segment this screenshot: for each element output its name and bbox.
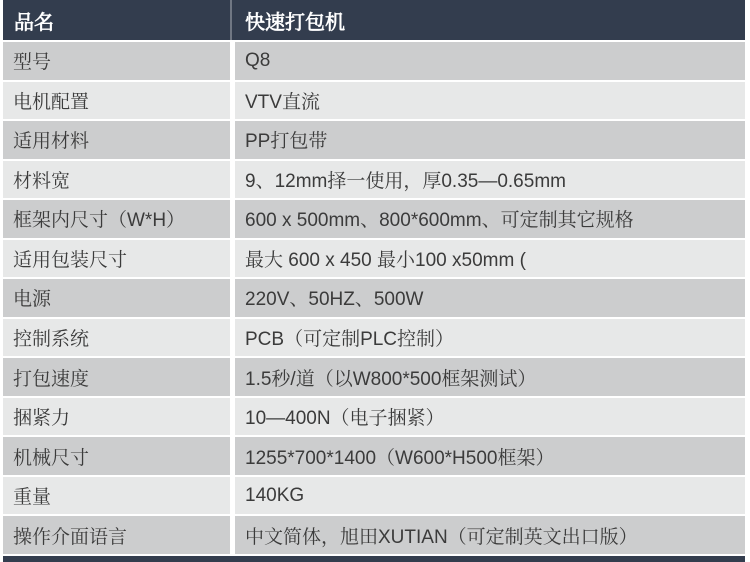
spec-row-power xyxy=(3,279,745,317)
spec-row-tension xyxy=(3,398,745,436)
spec-label-cell: 机械尺寸 xyxy=(3,437,230,475)
header-product-label: 品名 xyxy=(14,11,54,34)
spec-value-cell: Q8 xyxy=(235,42,745,80)
spec-label-cell: 适用包装尺寸 xyxy=(3,240,230,278)
spec-row-motor xyxy=(3,82,745,120)
spec-label-cell: 材料宽 xyxy=(3,161,230,199)
spec-value-cell: 1.5秒/道（以W800*500框架测试） xyxy=(235,358,745,396)
spec-row-machine-size xyxy=(3,437,745,475)
spec-value-cell: 220V、50HZ、500W xyxy=(235,279,745,317)
spec-value-cell: VTV直流 xyxy=(235,82,745,120)
spec-row-weight xyxy=(3,477,745,515)
spec-label-cell: 电机配置 xyxy=(3,82,230,120)
spec-row-package-size xyxy=(3,240,745,278)
spec-label-cell: 型号 xyxy=(3,42,230,80)
spec-value-cell: PP打包带 xyxy=(235,121,745,159)
spec-row-ui-language xyxy=(3,516,745,554)
spec-label-cell: 捆紧力 xyxy=(3,398,230,436)
spec-value-cell: 10—400N（电子捆紧） xyxy=(235,398,745,436)
spec-value-cell: 中文简体，旭田XUTIAN（可定制英文出口版） xyxy=(235,516,745,554)
spec-label-cell: 重量 xyxy=(3,477,230,515)
spec-value-cell: 1255*700*1400（W600*H500框架） xyxy=(235,437,745,475)
spec-label-cell: 控制系统 xyxy=(3,319,230,357)
spec-value-cell: 140KG xyxy=(235,477,745,515)
spec-row-material-width xyxy=(3,161,745,199)
spec-label-cell: 操作介面语言 xyxy=(3,516,230,554)
product-spec-table xyxy=(3,0,745,562)
spec-row-material xyxy=(3,121,745,159)
spec-value-cell: 9、12mm择一使用，厚0.35—0.65mm xyxy=(235,161,745,199)
spec-label-cell: 电源 xyxy=(3,279,230,317)
spec-row-strapping-speed xyxy=(3,358,745,396)
spec-value-cell: PCB（可定制PLC控制） xyxy=(235,319,745,357)
table-header-row xyxy=(3,0,745,40)
spec-row-model xyxy=(3,42,745,80)
table-bottom-border xyxy=(3,556,745,562)
spec-value-cell: 600 x 500mm、800*600mm、可定制其它规格 xyxy=(235,200,745,238)
spec-label-cell: 适用材料 xyxy=(3,121,230,159)
spec-label-cell: 打包速度 xyxy=(3,358,230,396)
spec-label-cell: 框架内尺寸（W*H） xyxy=(3,200,230,238)
spec-value-cell: 最大 600 x 450 最小100 x50mm ( xyxy=(235,240,745,278)
header-product-name: 快速打包机 xyxy=(245,11,345,34)
spec-row-control-system xyxy=(3,319,745,357)
spec-row-frame-inner-size xyxy=(3,200,745,238)
